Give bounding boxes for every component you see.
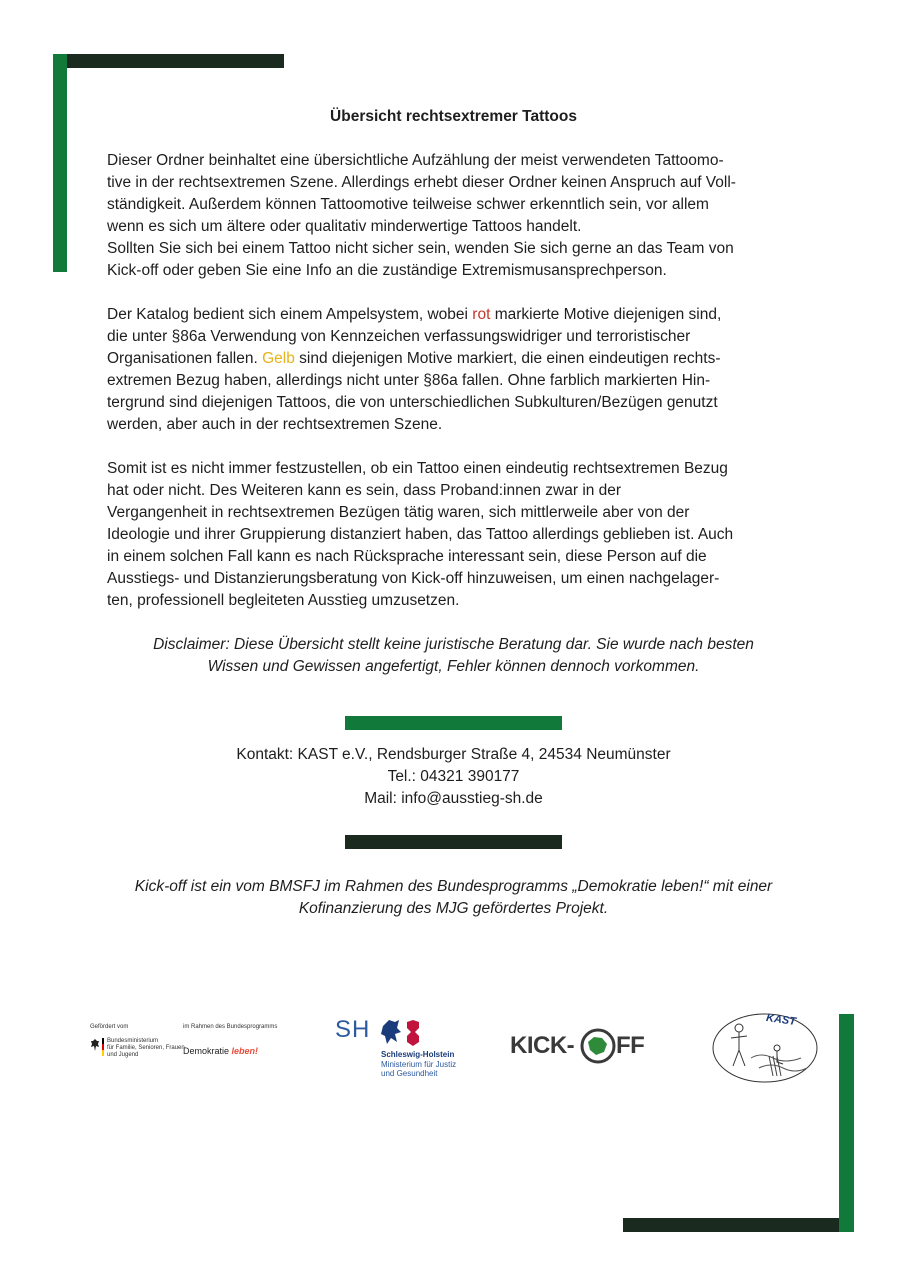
catalog-text: markierte Motive diejenigen sind,	[490, 306, 722, 323]
catalog-text: Organisationen fallen.	[107, 350, 263, 367]
kick-off-text-right: FF	[616, 1032, 645, 1059]
intro-line: ständigkeit. Außerdem können Tattoomotive teilweise schwer erkenntlich sein, vor allem	[107, 196, 709, 213]
bmfsfj-logo	[88, 1022, 278, 1074]
intro-line: wenn es sich um ältere oder qualitativ minderwertige Tattoos handelt.	[107, 218, 582, 235]
bottom-right-dark-bar	[623, 1218, 839, 1232]
kast-logo	[711, 1012, 819, 1084]
intro-line: tive in der rechtsextremen Szene. Allerdings erhebt dieser Ordner keinen Anspruch auf Voll-	[107, 174, 736, 191]
intro-line: Kick-off oder geben Sie eine Info an die zuständige Extremismusansprechperson.	[107, 262, 667, 279]
funding-note	[107, 876, 800, 920]
contact-mail[interactable]: Mail: info@ausstieg-sh.de	[364, 790, 543, 807]
catalog-line: extremen Bezug haben, allerdings nicht unter §86a fallen. Ohne farblich markierten Hin-	[107, 372, 711, 389]
somit-line: ten, professionell begleiteten Ausstieg umzusetzen.	[107, 592, 460, 609]
catalog-text: Der Katalog bedient sich einem Ampelsystem, wobei	[107, 306, 473, 323]
intro-paragraph	[107, 150, 800, 282]
contact-address: Kontakt: KAST e.V., Rendsburger Straße 4, 24534 Neumünster	[236, 746, 671, 763]
catalog-text: sind diejenigen Motive markiert, die einen eindeutigen rechts-	[294, 350, 721, 367]
kick-off-text-left: KICK-	[510, 1032, 575, 1059]
somit-paragraph	[107, 458, 800, 612]
kick-off-ball-icon	[580, 1028, 616, 1064]
catalog-paragraph	[107, 304, 800, 436]
leben-text: leben!	[231, 1046, 259, 1056]
catalog-line: tergrund sind diejenigen Tattoos, die von unterschiedlichen Subkulturen/Bezügen genutzt	[107, 394, 718, 411]
body-text	[107, 150, 800, 634]
contact-block	[107, 744, 800, 810]
kick-off-logo	[510, 1026, 662, 1066]
demokratie-leben-logo	[183, 1046, 258, 1056]
disclaimer-line: Wissen und Gewissen angefertigt, Fehler können dennoch vorkommen.	[207, 658, 700, 675]
top-left-green-bar	[53, 54, 67, 272]
somit-line: in einem solchen Fall kann es nach Rücksprache interessant sein, diese Person auf die	[107, 548, 707, 565]
catalog-line	[107, 304, 800, 326]
bottom-right-green-bar	[839, 1014, 854, 1232]
sh-ministry-line: und Gesundheit	[381, 1069, 438, 1078]
sh-abbr: SH	[335, 1016, 371, 1043]
somit-line: Ausstiegs- und Distanzierungsberatung von Kick-off hinzuweisen, um einen nachgelager-	[107, 570, 720, 587]
somit-line: Ideologie und ihrer Gruppierung distanziert haben, das Tattoo allerdings geblieben ist. Auch	[107, 526, 734, 543]
somit-line: Vergangenheit in rechtsextremen Bezügen tätig waren, sich mittlerweile aber von der	[107, 504, 690, 521]
sh-ministry-line: Ministerium für Justiz	[381, 1060, 457, 1069]
coat-of-arms-icon	[381, 1018, 437, 1048]
catalog-line: werden, aber auch in der rechtsextremen Szene.	[107, 416, 443, 433]
sh-ministry	[381, 1060, 456, 1078]
catalog-line: die unter §86a Verwendung von Kennzeichen verfassungswidriger und terroristischer	[107, 328, 691, 345]
contact-phone: Tel.: 04321 390177	[387, 768, 520, 785]
yellow-keyword: Gelb	[262, 350, 295, 367]
red-keyword: rot	[472, 306, 491, 323]
page-title: Übersicht rechtsextremer Tattoos	[330, 108, 577, 125]
eagle-icon	[90, 1038, 100, 1052]
catalog-line	[107, 348, 800, 370]
ministry-line: für Familie, Senioren, Frauen	[107, 1045, 185, 1051]
rahmen-label: im Rahmen des Bundesprogramms	[183, 1024, 278, 1030]
sh-state: Schleswig-Holstein	[381, 1050, 455, 1059]
disclaimer	[107, 634, 800, 678]
gefoerdert-label: Gefördert vom	[90, 1024, 129, 1030]
top-left-dark-bar	[67, 54, 284, 68]
intro-line: Sollten Sie sich bei einem Tattoo nicht sicher sein, wenden Sie sich gerne an das Team von	[107, 240, 734, 257]
ministry-line: und Jugend	[107, 1052, 139, 1058]
somit-line: Somit ist es nicht immer festzustellen, ob ein Tattoo einen eindeutig rechtsextremen Bezug	[107, 460, 728, 477]
divider-dark-bar	[345, 835, 562, 849]
kast-text: KAST	[765, 1011, 797, 1029]
disclaimer-line: Disclaimer: Diese Übersicht stellt keine juristische Beratung dar. Sie wurde nach besten	[153, 636, 754, 653]
divider-green-bar	[345, 716, 562, 730]
demokratie-text: Demokratie	[183, 1046, 230, 1056]
funding-line: Kick-off ist ein vom BMSFJ im Rahmen des Bundesprogramms „Demokratie leben!“ mit einer	[134, 878, 773, 895]
german-flag-icon	[102, 1038, 104, 1056]
somit-line: hat oder nicht. Des Weiteren kann es sein, dass Proband:innen zwar in der	[107, 482, 622, 499]
ministry-line: Bundesministerium	[107, 1038, 159, 1044]
schleswig-holstein-logo	[335, 1016, 465, 1080]
funding-line: Kofinanzierung des MJG gefördertes Projekt.	[298, 900, 609, 917]
intro-line: Dieser Ordner beinhaltet eine übersichtliche Aufzählung der meist verwendeten Tattoomo-	[107, 152, 724, 169]
